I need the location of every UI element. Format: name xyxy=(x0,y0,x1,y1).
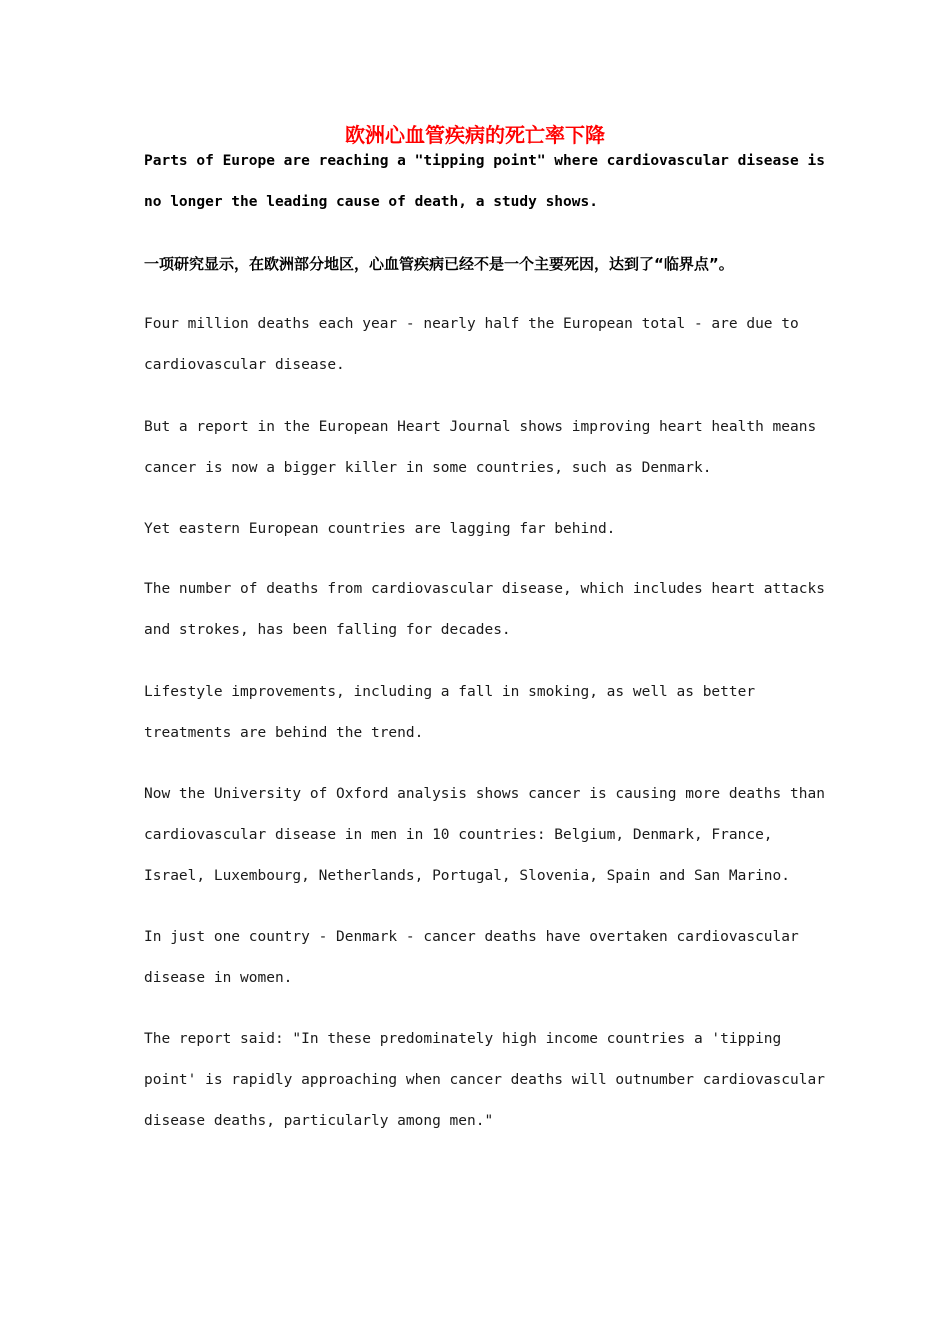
paragraph-line: cardiovascular disease in men in 10 countries: Belgium, Denmark, France, xyxy=(144,827,773,843)
paragraph-line: point' is rapidly approaching when cancer deaths will outnumber cardiovascular xyxy=(144,1072,825,1088)
paragraph-1 xyxy=(144,304,816,386)
paragraph-line: Four million deaths each year - nearly half the European total - are due to xyxy=(144,316,799,332)
paragraph-line: cancer is now a bigger killer in some countries, such as Denmark. xyxy=(144,460,712,476)
paragraph-6 xyxy=(144,774,825,897)
paragraph-line: disease in women. xyxy=(144,970,293,986)
paragraph-line: and strokes, has been falling for decades. xyxy=(144,622,511,638)
paragraph-7 xyxy=(144,917,816,999)
paragraph-line: cardiovascular disease. xyxy=(144,357,345,373)
paragraph-3 xyxy=(144,509,816,550)
paragraph-line: The report said: "In these predominately high income countries a 'tipping xyxy=(144,1031,782,1047)
paragraph-line: But a report in the European Heart Journal shows improving heart health means xyxy=(144,419,817,435)
paragraph-4 xyxy=(144,569,825,651)
paragraph-line: treatments are behind the trend. xyxy=(144,725,424,741)
paragraph-line: In just one country - Denmark - cancer deaths have overtaken cardiovascular xyxy=(144,929,799,945)
paragraph-8 xyxy=(144,1019,825,1142)
paragraph-line: disease deaths, particularly among men." xyxy=(144,1113,494,1129)
intro-line: Parts of Europe are reaching a "tipping point" where cardiovascular disease is xyxy=(144,153,825,169)
paragraph-line: Yet eastern European countries are lagging far behind. xyxy=(144,521,616,537)
paragraph-line: Israel, Luxembourg, Netherlands, Portugal, Slovenia, Spain and San Marino. xyxy=(144,868,791,884)
paragraph-line: The number of deaths from cardiovascular disease, which includes heart attacks xyxy=(144,581,825,597)
page-title: 欧洲心血管疾病的死亡率下降 xyxy=(345,123,605,147)
paragraph-5 xyxy=(144,672,816,754)
intro-english xyxy=(144,141,825,223)
paragraph-line: Lifestyle improvements, including a fall in smoking, as well as better xyxy=(144,684,756,700)
intro-cn-line: 一项研究显示，在欧洲部分地区，心血管疾病已经不是一个主要死因，达到了“临界点”。 xyxy=(144,255,734,273)
paragraph-2 xyxy=(144,407,816,489)
intro-line: no longer the leading cause of death, a study shows. xyxy=(144,194,598,210)
intro-chinese xyxy=(144,244,816,285)
paragraph-line: Now the University of Oxford analysis shows cancer is causing more deaths than xyxy=(144,786,825,802)
